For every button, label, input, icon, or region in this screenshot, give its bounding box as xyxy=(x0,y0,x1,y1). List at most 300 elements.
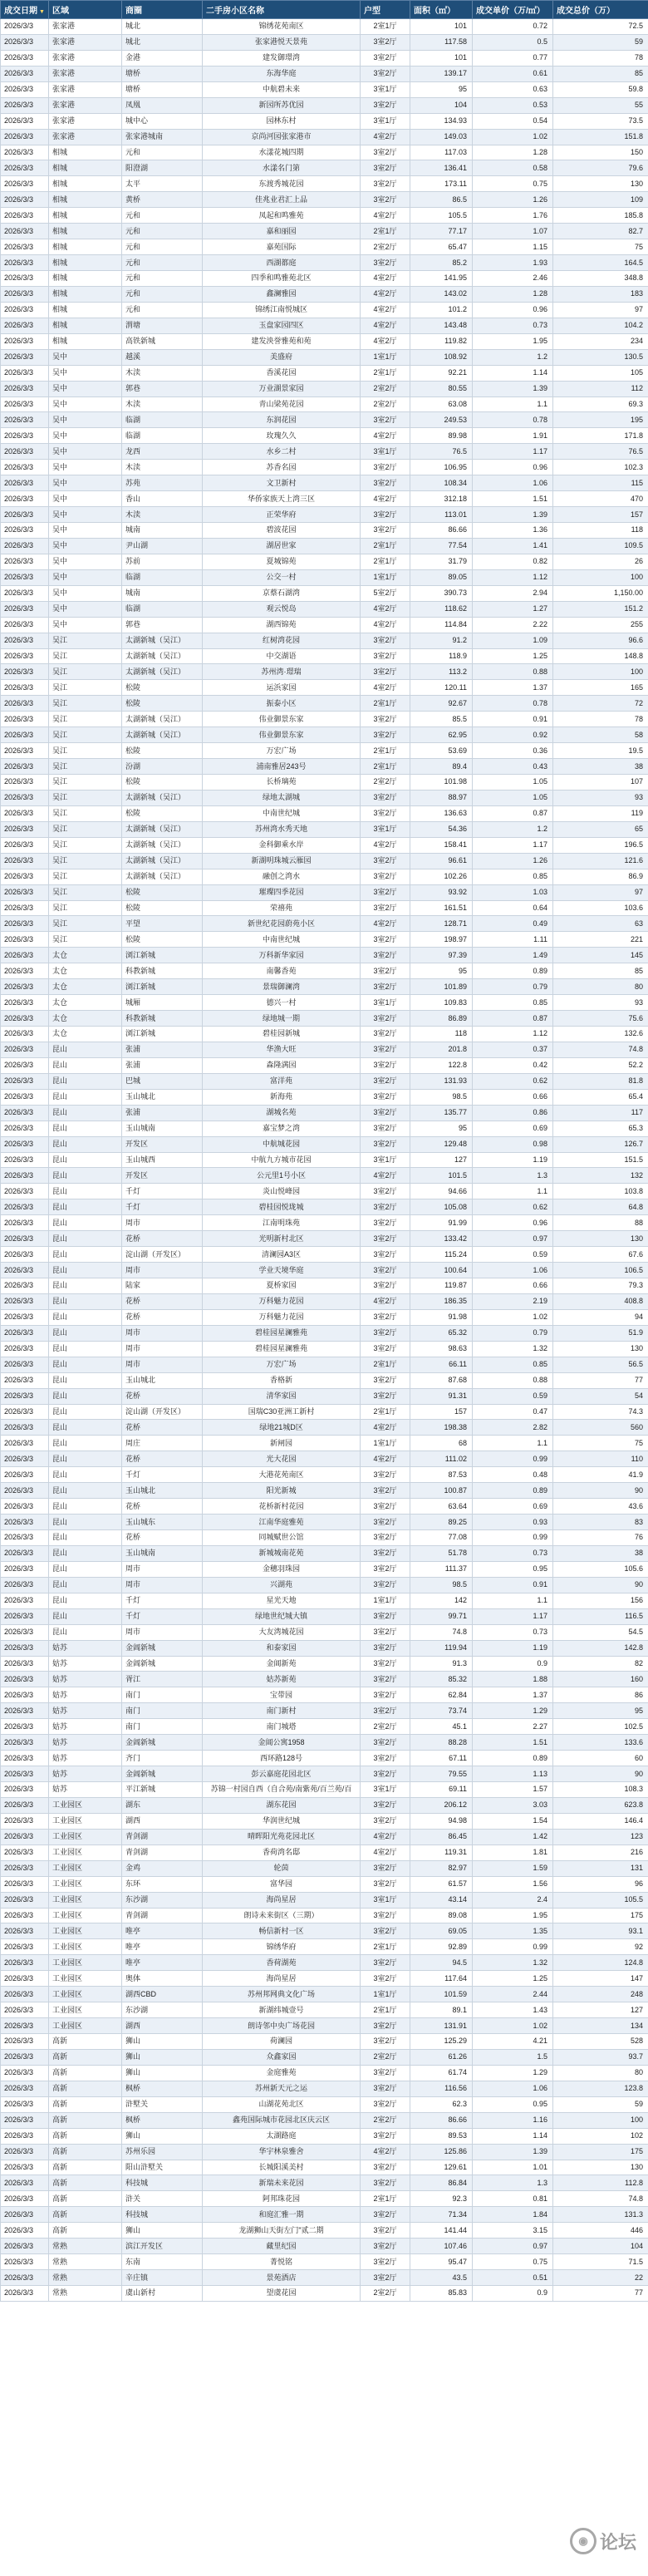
cell-community[interactable]: 藏里纪园 xyxy=(203,2239,361,2254)
cell-area[interactable]: 塘桥 xyxy=(122,81,203,97)
cell-size[interactable]: 100.87 xyxy=(410,1483,473,1499)
cell-area[interactable]: 周市 xyxy=(122,1624,203,1640)
cell-community[interactable]: 花桥新村花园 xyxy=(203,1499,361,1515)
cell-total-price[interactable]: 151.8 xyxy=(553,129,648,145)
cell-total-price[interactable]: 81.8 xyxy=(553,1073,648,1089)
cell-community[interactable]: 森隆满园 xyxy=(203,1057,361,1073)
cell-date[interactable]: 2026/3/3 xyxy=(1,1263,49,1278)
cell-unit-price[interactable]: 0.95 xyxy=(473,2096,553,2112)
col-header-unit-price[interactable]: 成交单价（万/㎡） xyxy=(473,1,553,19)
cell-size[interactable]: 51.78 xyxy=(410,1545,473,1561)
cell-total-price[interactable]: 76.5 xyxy=(553,444,648,460)
cell-date[interactable]: 2026/3/3 xyxy=(1,1530,49,1546)
cell-size[interactable]: 198.38 xyxy=(410,1420,473,1436)
cell-unit-price[interactable]: 1.3 xyxy=(473,1168,553,1184)
cell-district[interactable]: 昆山 xyxy=(49,1278,122,1294)
cell-district[interactable]: 昆山 xyxy=(49,1073,122,1089)
cell-total-price[interactable]: 59.8 xyxy=(553,81,648,97)
cell-layout[interactable]: 2室1厅 xyxy=(361,1939,410,1955)
cell-size[interactable]: 101.2 xyxy=(410,302,473,318)
filter-icon[interactable]: ▼ xyxy=(39,9,45,15)
cell-unit-price[interactable]: 2.22 xyxy=(473,617,553,633)
cell-area[interactable]: 东沙湖 xyxy=(122,1892,203,1908)
cell-community[interactable]: 万宏广场 xyxy=(203,1357,361,1372)
cell-layout[interactable]: 1室1厅 xyxy=(361,1987,410,2002)
cell-unit-price[interactable]: 1.25 xyxy=(473,1971,553,1987)
cell-unit-price[interactable]: 1.54 xyxy=(473,1813,553,1829)
cell-area[interactable]: 狮山 xyxy=(122,2128,203,2144)
cell-community[interactable]: 新园所苏优园 xyxy=(203,97,361,113)
cell-community[interactable]: 金科御乘水岸 xyxy=(203,837,361,853)
cell-community[interactable]: 苏锦一村园自西（自合苑/南紫苑/百兰苑/百 xyxy=(203,1782,361,1798)
cell-community[interactable]: 晴晖阳光苑花园北区 xyxy=(203,1829,361,1845)
cell-district[interactable]: 姑苏 xyxy=(49,1751,122,1766)
cell-district[interactable]: 吴江 xyxy=(49,932,122,948)
cell-total-price[interactable]: 79.3 xyxy=(553,1278,648,1294)
cell-community[interactable]: 绿地城一期 xyxy=(203,1011,361,1027)
cell-district[interactable]: 昆山 xyxy=(49,1152,122,1168)
cell-district[interactable]: 昆山 xyxy=(49,1515,122,1530)
cell-area[interactable]: 临湖 xyxy=(122,569,203,585)
col-header-size[interactable]: 面积（㎡） xyxy=(410,1,473,19)
cell-unit-price[interactable]: 1.57 xyxy=(473,1782,553,1798)
cell-unit-price[interactable]: 1.25 xyxy=(473,648,553,664)
cell-area[interactable]: 尹山湖 xyxy=(122,538,203,554)
cell-layout[interactable]: 3室2厅 xyxy=(361,1042,410,1057)
col-header-total-price[interactable]: 成交总价（万） xyxy=(553,1,648,19)
cell-area[interactable]: 元和 xyxy=(122,239,203,255)
cell-date[interactable]: 2026/3/3 xyxy=(1,2223,49,2239)
cell-community[interactable]: 同城赋世公馆 xyxy=(203,1530,361,1546)
cell-area[interactable]: 浏江新城 xyxy=(122,979,203,995)
cell-layout[interactable]: 3室2厅 xyxy=(361,176,410,192)
cell-unit-price[interactable]: 1.26 xyxy=(473,853,553,869)
cell-unit-price[interactable]: 0.79 xyxy=(473,1325,553,1341)
cell-unit-price[interactable]: 1.14 xyxy=(473,2128,553,2144)
cell-layout[interactable]: 2室2厅 xyxy=(361,775,410,791)
cell-community[interactable]: 伟业御景东家 xyxy=(203,727,361,743)
cell-community[interactable]: 水乡二村 xyxy=(203,444,361,460)
cell-unit-price[interactable]: 0.36 xyxy=(473,743,553,759)
cell-district[interactable]: 高新 xyxy=(49,2065,122,2081)
cell-district[interactable]: 姑苏 xyxy=(49,1672,122,1687)
cell-district[interactable]: 相城 xyxy=(49,145,122,160)
cell-size[interactable]: 43.5 xyxy=(410,2270,473,2286)
cell-date[interactable]: 2026/3/3 xyxy=(1,1436,49,1451)
cell-date[interactable]: 2026/3/3 xyxy=(1,1184,49,1199)
cell-total-price[interactable]: 118 xyxy=(553,523,648,539)
cell-layout[interactable]: 3室2厅 xyxy=(361,1530,410,1546)
cell-unit-price[interactable]: 1.17 xyxy=(473,1608,553,1624)
cell-community[interactable]: 苏州湾·璟瑞 xyxy=(203,664,361,680)
cell-district[interactable]: 常熟 xyxy=(49,2286,122,2302)
cell-layout[interactable]: 3室2厅 xyxy=(361,664,410,680)
cell-total-price[interactable]: 96 xyxy=(553,1876,648,1892)
cell-total-price[interactable]: 102.5 xyxy=(553,1719,648,1735)
cell-date[interactable]: 2026/3/3 xyxy=(1,2065,49,2081)
cell-community[interactable]: 湖西锦苑 xyxy=(203,617,361,633)
cell-size[interactable]: 99.71 xyxy=(410,1608,473,1624)
cell-district[interactable]: 太仓 xyxy=(49,995,122,1011)
cell-layout[interactable]: 2室1厅 xyxy=(361,365,410,381)
cell-size[interactable]: 101.89 xyxy=(410,979,473,995)
cell-layout[interactable]: 2室1厅 xyxy=(361,538,410,554)
cell-layout[interactable]: 3室2厅 xyxy=(361,1672,410,1687)
cell-date[interactable]: 2026/3/3 xyxy=(1,1971,49,1987)
cell-date[interactable]: 2026/3/3 xyxy=(1,396,49,412)
cell-unit-price[interactable]: 2.46 xyxy=(473,271,553,287)
cell-size[interactable]: 68 xyxy=(410,1436,473,1451)
cell-area[interactable]: 科技城 xyxy=(122,2207,203,2223)
cell-district[interactable]: 昆山 xyxy=(49,1624,122,1640)
cell-total-price[interactable]: 72 xyxy=(553,696,648,712)
cell-total-price[interactable]: 94 xyxy=(553,1309,648,1325)
cell-area[interactable]: 城北 xyxy=(122,19,203,35)
cell-unit-price[interactable]: 1.27 xyxy=(473,601,553,617)
cell-community[interactable]: 德兴一村 xyxy=(203,995,361,1011)
cell-unit-price[interactable]: 1.37 xyxy=(473,1687,553,1703)
cell-district[interactable]: 高新 xyxy=(49,2081,122,2096)
cell-layout[interactable]: 3室2厅 xyxy=(361,1766,410,1782)
cell-unit-price[interactable]: 0.72 xyxy=(473,19,553,35)
cell-district[interactable]: 张家港 xyxy=(49,66,122,81)
cell-district[interactable]: 高新 xyxy=(49,2223,122,2239)
cell-unit-price[interactable]: 1.37 xyxy=(473,680,553,696)
cell-area[interactable]: 城北 xyxy=(122,34,203,50)
cell-area[interactable]: 浒墅关 xyxy=(122,2096,203,2112)
cell-area[interactable]: 巴城 xyxy=(122,1073,203,1089)
cell-area[interactable]: 塘桥 xyxy=(122,66,203,81)
cell-size[interactable]: 31.79 xyxy=(410,554,473,569)
cell-size[interactable]: 77.54 xyxy=(410,538,473,554)
cell-unit-price[interactable]: 1.56 xyxy=(473,1876,553,1892)
cell-unit-price[interactable]: 0.73 xyxy=(473,1545,553,1561)
cell-area[interactable]: 玉山城南 xyxy=(122,1545,203,1561)
cell-layout[interactable]: 3室2厅 xyxy=(361,1263,410,1278)
cell-layout[interactable]: 2室2厅 xyxy=(361,2049,410,2065)
cell-size[interactable]: 86.45 xyxy=(410,1829,473,1845)
cell-unit-price[interactable]: 0.78 xyxy=(473,412,553,428)
cell-date[interactable]: 2026/3/3 xyxy=(1,2270,49,2286)
cell-area[interactable]: 元和 xyxy=(122,302,203,318)
cell-date[interactable]: 2026/3/3 xyxy=(1,1388,49,1404)
cell-area[interactable]: 木渎 xyxy=(122,507,203,523)
cell-date[interactable]: 2026/3/3 xyxy=(1,2049,49,2065)
cell-area[interactable]: 临湖 xyxy=(122,412,203,428)
cell-unit-price[interactable]: 0.53 xyxy=(473,97,553,113)
cell-area[interactable]: 周市 xyxy=(122,1561,203,1577)
cell-total-price[interactable]: 90 xyxy=(553,1577,648,1593)
cell-total-price[interactable]: 74.8 xyxy=(553,2191,648,2207)
cell-district[interactable]: 吴中 xyxy=(49,617,122,633)
cell-unit-price[interactable]: 1.95 xyxy=(473,333,553,349)
cell-total-price[interactable]: 80 xyxy=(553,2065,648,2081)
cell-area[interactable]: 枫桥 xyxy=(122,2112,203,2128)
cell-community[interactable]: 朗诗未来街区（三期） xyxy=(203,1908,361,1923)
cell-size[interactable]: 118.9 xyxy=(410,648,473,664)
cell-unit-price[interactable]: 0.9 xyxy=(473,2286,553,2302)
cell-district[interactable]: 工业园区 xyxy=(49,1845,122,1860)
cell-layout[interactable]: 3室2厅 xyxy=(361,145,410,160)
cell-district[interactable]: 工业园区 xyxy=(49,1860,122,1876)
cell-size[interactable]: 77.08 xyxy=(410,1530,473,1546)
cell-district[interactable]: 吴中 xyxy=(49,444,122,460)
cell-layout[interactable]: 3室2厅 xyxy=(361,2018,410,2034)
cell-area[interactable]: 越溪 xyxy=(122,349,203,365)
cell-district[interactable]: 吴中 xyxy=(49,349,122,365)
cell-size[interactable]: 98.63 xyxy=(410,1341,473,1357)
cell-area[interactable]: 元和 xyxy=(122,145,203,160)
cell-size[interactable]: 98.5 xyxy=(410,1089,473,1105)
cell-community[interactable]: 景瑞御澜湾 xyxy=(203,979,361,995)
cell-total-price[interactable]: 78 xyxy=(553,50,648,66)
cell-date[interactable]: 2026/3/3 xyxy=(1,1341,49,1357)
cell-total-price[interactable]: 121.6 xyxy=(553,853,648,869)
cell-size[interactable]: 104 xyxy=(410,97,473,113)
cell-total-price[interactable]: 248 xyxy=(553,1987,648,2002)
cell-district[interactable]: 昆山 xyxy=(49,1483,122,1499)
cell-unit-price[interactable]: 1.1 xyxy=(473,1436,553,1451)
cell-community[interactable]: 振泰小区 xyxy=(203,696,361,712)
cell-date[interactable]: 2026/3/3 xyxy=(1,2128,49,2144)
cell-unit-price[interactable]: 1.28 xyxy=(473,286,553,302)
cell-date[interactable]: 2026/3/3 xyxy=(1,1105,49,1121)
cell-area[interactable]: 松陵 xyxy=(122,805,203,821)
cell-community[interactable]: 嘉苑国际 xyxy=(203,239,361,255)
cell-area[interactable]: 千灯 xyxy=(122,1184,203,1199)
cell-layout[interactable]: 2室2厅 xyxy=(361,2112,410,2128)
cell-area[interactable]: 湖西 xyxy=(122,2018,203,2034)
cell-district[interactable]: 高新 xyxy=(49,2049,122,2065)
cell-district[interactable]: 昆山 xyxy=(49,1451,122,1467)
cell-community[interactable]: 众鑫家园 xyxy=(203,2049,361,2065)
cell-layout[interactable]: 4室2厅 xyxy=(361,333,410,349)
cell-community[interactable]: 碧桂园新城 xyxy=(203,1027,361,1042)
cell-date[interactable]: 2026/3/3 xyxy=(1,2018,49,2034)
cell-size[interactable]: 101.98 xyxy=(410,775,473,791)
cell-district[interactable]: 张家港 xyxy=(49,19,122,35)
cell-community[interactable]: 金阊公寓1958 xyxy=(203,1735,361,1751)
cell-total-price[interactable]: 41.9 xyxy=(553,1467,648,1483)
cell-district[interactable]: 吴江 xyxy=(49,821,122,837)
cell-district[interactable]: 高新 xyxy=(49,2207,122,2223)
cell-total-price[interactable]: 127 xyxy=(553,2002,648,2018)
cell-layout[interactable]: 4室2厅 xyxy=(361,286,410,302)
cell-layout[interactable]: 3室2厅 xyxy=(361,192,410,208)
cell-total-price[interactable]: 195 xyxy=(553,412,648,428)
cell-layout[interactable]: 4室2厅 xyxy=(361,208,410,224)
cell-date[interactable]: 2026/3/3 xyxy=(1,1845,49,1860)
cell-date[interactable]: 2026/3/3 xyxy=(1,617,49,633)
cell-date[interactable]: 2026/3/3 xyxy=(1,2112,49,2128)
cell-date[interactable]: 2026/3/3 xyxy=(1,1624,49,1640)
cell-district[interactable]: 吴中 xyxy=(49,412,122,428)
cell-area[interactable]: 金鸡 xyxy=(122,1860,203,1876)
cell-total-price[interactable]: 131.3 xyxy=(553,2207,648,2223)
cell-total-price[interactable]: 72.5 xyxy=(553,19,648,35)
cell-district[interactable]: 工业园区 xyxy=(49,1971,122,1987)
cell-area[interactable]: 阳澄湖 xyxy=(122,160,203,176)
cell-size[interactable]: 91.31 xyxy=(410,1388,473,1404)
cell-date[interactable]: 2026/3/3 xyxy=(1,1751,49,1766)
cell-community[interactable]: 东渡秀城花园 xyxy=(203,176,361,192)
cell-layout[interactable]: 3室2厅 xyxy=(361,34,410,50)
cell-total-price[interactable]: 73.5 xyxy=(553,113,648,129)
cell-district[interactable]: 昆山 xyxy=(49,1436,122,1451)
cell-size[interactable]: 101 xyxy=(410,19,473,35)
cell-size[interactable]: 86.89 xyxy=(410,1011,473,1027)
cell-date[interactable]: 2026/3/3 xyxy=(1,475,49,491)
cell-layout[interactable]: 3室2厅 xyxy=(361,412,410,428)
cell-district[interactable]: 吴中 xyxy=(49,601,122,617)
cell-date[interactable]: 2026/3/3 xyxy=(1,2175,49,2191)
cell-date[interactable]: 2026/3/3 xyxy=(1,900,49,916)
cell-unit-price[interactable]: 0.62 xyxy=(473,1199,553,1215)
cell-unit-price[interactable]: 0.66 xyxy=(473,1089,553,1105)
cell-layout[interactable]: 3室2厅 xyxy=(361,2175,410,2191)
cell-total-price[interactable]: 146.4 xyxy=(553,1813,648,1829)
cell-district[interactable]: 昆山 xyxy=(49,1341,122,1357)
cell-date[interactable]: 2026/3/3 xyxy=(1,1293,49,1309)
cell-total-price[interactable]: 77 xyxy=(553,2286,648,2302)
cell-district[interactable]: 吴江 xyxy=(49,696,122,712)
cell-community[interactable]: 水漾名门第 xyxy=(203,160,361,176)
cell-layout[interactable]: 3室1厅 xyxy=(361,1782,410,1798)
cell-layout[interactable]: 3室2厅 xyxy=(361,523,410,539)
cell-district[interactable]: 高新 xyxy=(49,2160,122,2175)
cell-total-price[interactable]: 82.7 xyxy=(553,224,648,239)
cell-area[interactable]: 南门 xyxy=(122,1719,203,1735)
cell-area[interactable]: 南门 xyxy=(122,1687,203,1703)
cell-layout[interactable]: 3室1厅 xyxy=(361,821,410,837)
cell-date[interactable]: 2026/3/3 xyxy=(1,444,49,460)
cell-district[interactable]: 昆山 xyxy=(49,1577,122,1593)
cell-layout[interactable]: 3室2厅 xyxy=(361,1624,410,1640)
cell-area[interactable]: 周市 xyxy=(122,1325,203,1341)
cell-layout[interactable]: 1室1厅 xyxy=(361,569,410,585)
cell-layout[interactable]: 4室2厅 xyxy=(361,302,410,318)
cell-size[interactable]: 119.94 xyxy=(410,1640,473,1656)
cell-layout[interactable]: 3室2厅 xyxy=(361,1483,410,1499)
cell-layout[interactable]: 3室2厅 xyxy=(361,1703,410,1719)
cell-community[interactable]: 大友湾城花园 xyxy=(203,1624,361,1640)
cell-unit-price[interactable]: 1.29 xyxy=(473,2065,553,2081)
cell-date[interactable]: 2026/3/3 xyxy=(1,1939,49,1955)
cell-community[interactable]: 香荷湾名邸 xyxy=(203,1845,361,1860)
cell-total-price[interactable]: 71.5 xyxy=(553,2254,648,2270)
cell-date[interactable]: 2026/3/3 xyxy=(1,271,49,287)
cell-unit-price[interactable]: 1.41 xyxy=(473,538,553,554)
cell-area[interactable]: 东南 xyxy=(122,2254,203,2270)
cell-total-price[interactable]: 38 xyxy=(553,759,648,775)
cell-date[interactable]: 2026/3/3 xyxy=(1,2034,49,2050)
cell-total-price[interactable]: 130 xyxy=(553,1231,648,1247)
cell-total-price[interactable]: 109 xyxy=(553,192,648,208)
cell-layout[interactable]: 3室1厅 xyxy=(361,81,410,97)
cell-layout[interactable]: 3室2厅 xyxy=(361,1136,410,1152)
cell-unit-price[interactable]: 0.92 xyxy=(473,727,553,743)
cell-area[interactable]: 郭巷 xyxy=(122,617,203,633)
cell-area[interactable]: 玉山城西 xyxy=(122,1152,203,1168)
cell-total-price[interactable]: 142.8 xyxy=(553,1640,648,1656)
cell-unit-price[interactable]: 0.69 xyxy=(473,1499,553,1515)
cell-layout[interactable]: 3室2厅 xyxy=(361,2270,410,2286)
cell-layout[interactable]: 3室2厅 xyxy=(361,648,410,664)
cell-layout[interactable]: 3室2厅 xyxy=(361,1608,410,1624)
cell-date[interactable]: 2026/3/3 xyxy=(1,1089,49,1105)
cell-unit-price[interactable]: 0.85 xyxy=(473,869,553,884)
cell-unit-price[interactable]: 1.13 xyxy=(473,1766,553,1782)
cell-size[interactable]: 94.66 xyxy=(410,1184,473,1199)
cell-community[interactable]: 南馨香苑 xyxy=(203,963,361,979)
cell-unit-price[interactable]: 0.73 xyxy=(473,1624,553,1640)
cell-unit-price[interactable]: 2.27 xyxy=(473,1719,553,1735)
cell-area[interactable]: 唯亭 xyxy=(122,1923,203,1939)
cell-community[interactable]: 荷澜园 xyxy=(203,2034,361,2050)
cell-layout[interactable]: 3室2厅 xyxy=(361,1341,410,1357)
cell-area[interactable]: 渭塘 xyxy=(122,318,203,333)
cell-layout[interactable]: 3室2厅 xyxy=(361,1923,410,1939)
cell-date[interactable]: 2026/3/3 xyxy=(1,948,49,963)
cell-layout[interactable]: 3室2厅 xyxy=(361,1908,410,1923)
cell-layout[interactable]: 3室2厅 xyxy=(361,1372,410,1388)
cell-district[interactable]: 相城 xyxy=(49,255,122,271)
cell-community[interactable]: 建发御璟湾 xyxy=(203,50,361,66)
cell-date[interactable]: 2026/3/3 xyxy=(1,1515,49,1530)
cell-area[interactable]: 太湖新城（吴江） xyxy=(122,837,203,853)
cell-area[interactable]: 太湖新城（吴江） xyxy=(122,821,203,837)
cell-unit-price[interactable]: 1.26 xyxy=(473,192,553,208)
cell-community[interactable]: 苏州邦网典文化广场 xyxy=(203,1987,361,2002)
cell-unit-price[interactable]: 0.77 xyxy=(473,50,553,66)
cell-district[interactable]: 工业园区 xyxy=(49,1797,122,1813)
cell-unit-price[interactable]: 1.07 xyxy=(473,224,553,239)
cell-date[interactable]: 2026/3/3 xyxy=(1,696,49,712)
cell-size[interactable]: 93.92 xyxy=(410,884,473,900)
cell-community[interactable]: 绿地太湖城 xyxy=(203,790,361,805)
cell-community[interactable]: 夏城锦苑 xyxy=(203,554,361,569)
cell-size[interactable]: 312.18 xyxy=(410,491,473,507)
cell-size[interactable]: 86.66 xyxy=(410,523,473,539)
cell-community[interactable]: 观云悦岛 xyxy=(203,601,361,617)
cell-total-price[interactable]: 112 xyxy=(553,381,648,396)
cell-date[interactable]: 2026/3/3 xyxy=(1,1955,49,1971)
cell-total-price[interactable]: 90 xyxy=(553,1766,648,1782)
cell-layout[interactable]: 3室2厅 xyxy=(361,1231,410,1247)
cell-total-price[interactable]: 100 xyxy=(553,569,648,585)
cell-date[interactable]: 2026/3/3 xyxy=(1,1057,49,1073)
cell-area[interactable]: 枫桥 xyxy=(122,2081,203,2096)
cell-size[interactable]: 107.46 xyxy=(410,2239,473,2254)
cell-area[interactable]: 周市 xyxy=(122,1357,203,1372)
cell-district[interactable]: 相城 xyxy=(49,239,122,255)
cell-community[interactable]: 文卫新村 xyxy=(203,475,361,491)
cell-area[interactable]: 金港 xyxy=(122,50,203,66)
cell-unit-price[interactable]: 1.11 xyxy=(473,932,553,948)
cell-unit-price[interactable]: 1.43 xyxy=(473,2002,553,2018)
cell-total-price[interactable]: 123.8 xyxy=(553,2081,648,2096)
cell-district[interactable]: 昆山 xyxy=(49,1168,122,1184)
cell-district[interactable]: 工业园区 xyxy=(49,1923,122,1939)
cell-size[interactable]: 113.2 xyxy=(410,664,473,680)
cell-size[interactable]: 89.98 xyxy=(410,428,473,444)
cell-area[interactable]: 胥江 xyxy=(122,1672,203,1687)
cell-area[interactable]: 陆家 xyxy=(122,1278,203,1294)
cell-size[interactable]: 69.05 xyxy=(410,1923,473,1939)
cell-total-price[interactable]: 1,150.00 xyxy=(553,585,648,601)
cell-area[interactable]: 青剑湖 xyxy=(122,1845,203,1860)
cell-unit-price[interactable]: 1.36 xyxy=(473,523,553,539)
